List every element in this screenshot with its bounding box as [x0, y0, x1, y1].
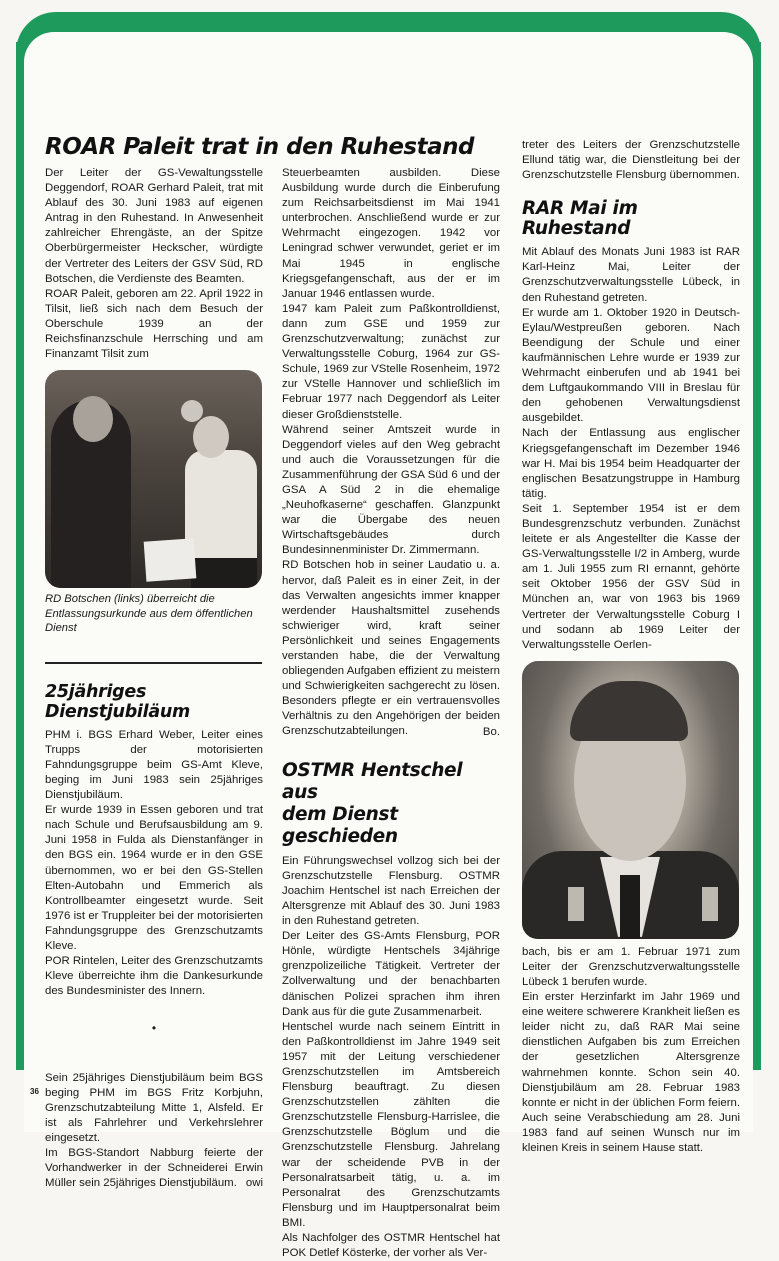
page-number: 36 — [30, 1087, 39, 1096]
paragraph: POR Rintelen, Leiter des Grenzschutzamts Kleve überreichte ihm die Dankesurkunde des Bundesminister des Innern. — [45, 955, 263, 998]
paragraph: Steuerbeamten ausbilden. Diese Ausbildung wurde durch die Einberufung zum Reichsarbeitsdienst im Mai 1941 unterbrochen. Anschließend wurde er zur Wehrmacht eingezogen. 1942 vor Leningrad schwer verwundet, geriet er im Mai 1945 in englische Kriegsgefangenschaft, aus der er im Januar 1946 entlassen wurde. — [282, 167, 500, 300]
hair — [570, 681, 688, 741]
paragraph: Mit Ablauf des Monats Juni 1983 ist RAR Karl-Heinz Mai, Leiter der Grenzschutzverwaltungsstelle Lübeck, in den Ruhestand getreten. — [522, 246, 740, 304]
paragraph: bach, bis er am 1. Februar 1971 zum Leiter der Grenzschutzverwaltungsstelle Lübeck 1 berufen wurde. — [522, 945, 740, 988]
paragraph: PHM i. BGS Erhard Weber, Leiter eines Trupps der motorisierten Fahndungsgruppe beim GS-Amt Kleve, beging im Juni 1983 sein 25jähriges Dienstjubiläum. — [45, 728, 263, 802]
green-right-border — [753, 42, 761, 1070]
article-title-jubilaeum — [45, 682, 263, 722]
photo-caption: RD Botschen (links) überreicht die Entlassungsurkunde aus dem öffentlichen Dienst — [45, 593, 253, 635]
section-divider — [45, 662, 262, 664]
title-line: OSTMR Hentschel aus — [282, 759, 463, 803]
paragraph: Als Nachfolger des OSTMR Hentschel hat POK Detlef Kösterke, der vorher als Ver- — [282, 1232, 500, 1260]
person-right-head — [193, 416, 229, 458]
signature-bo: Bo. — [482, 725, 500, 738]
paragraph: Der Leiter der GS-Vewaltungsstelle Deggendorf, ROAR Gerhard Paleit, trat mit Ablauf des 30. Juni 1983 auf eigenen Antrag in den Ruhestand. In Anwesenheit zahlreicher Ehrengäste, an der Spitze Oberbürgermeister Heckscher, würdigte der Vertreter des Leiters der GSV Süd, RD Botschen, die Verdienste des Beamten. — [45, 167, 263, 285]
paragraph-text: Im BGS-Standort Nabburg feierte der Vorhandwerker in der Schneiderei Erwin Müller sein 25jähriges Dienstjubiläum. — [45, 1146, 263, 1190]
person-right-trousers — [191, 558, 257, 588]
photo-handshake — [45, 370, 262, 588]
paragraph: Der Leiter des GS-Amts Flensburg, POR Hönle, würdigte Hentschels 34jährige grenzpolizeiliche Tätigkeit. Vertreter der Zollverwaltung und der benachbarten dänischen Polizei sprachen ihm ihren Dank aus für die gute Zusammenarbeit. — [282, 930, 500, 1018]
person-right-shirt — [185, 450, 257, 560]
paragraph: Er wurde 1939 in Essen geboren und trat nach Schule und Berufsausbildung am 9. Juni 1958 in Fulda als Dienstanfänger in den BGS ein. 1964 wurde er in den GSE übernommen, wo er bei den GS-Stellen Elten-Autobahn und Emmerich als Kontrollbeamter eingesetzt wurde. Seit 1976 ist er Truppleiter bei der motorisierten Fahndungsgruppe des Grenzschutzamts Kleve. — [45, 804, 263, 953]
person-left-head — [73, 396, 113, 442]
column-3 — [522, 138, 740, 1156]
paragraph: treter des Leiters der Grenzschutzstelle Ellund tätig war, die Dienstleitung bei der Grenzschutzstelle Flensburg übernommen. — [522, 139, 740, 182]
column-1 — [45, 166, 263, 1191]
photo-portrait-mai — [522, 661, 739, 939]
paragraph: ROAR Paleit, geboren am 22. April 1922 in Tilsit, ließ sich nach dem Besuch der Oberschule 1939 an der Reichsfinanzschule Herrsching und am Finanzamt Tilsit zum — [45, 287, 263, 361]
paragraph: Hentschel wurde nach seinem Eintritt in den Paßkontrolldienst im Jahre 1949 seit 1957 mit der Leitung verschiedener Grenzschutzstellen im Amtsbereich Flensburg beauftragt. Zu diesen Grenzschutzstellen zählten die Grenzschutzstelle Flensburg-Harrislee, die Grenzschutzstelle Böglum und die Grenzschutzstelle Flensburg. Jahrelang war der scheidende PVB in der Personalratsarbeit tätig, u. a. im Personalrat des Grenzschutzamts Flensburg und im Hauptpersonalrat beim BMI. — [282, 1020, 500, 1229]
paragraph: Ein erster Herzinfarkt im Jahr 1969 und eine weitere schwerere Krankheit ließen es leider nicht zu, daß RAR Mai seine dienstlichen Aufgaben bis zum Erreichen der gesetzlichen Altersgrenze wahrnehmen konnte. Schon sein 40. Dienstjubiläum am 28. Februar 1983 konnte er nicht in der üblichen Form feiern. Auch seine Verabschiedung am 28. Juni 1983 fand auf seinen Wunsch nur im kleinen Kreis in seinem Hause statt. — [522, 991, 740, 1155]
paragraph: Nach der Entlassung aus englischer Kriegsgefangenschaft im Dezember 1946 war H. Mai bis 1954 beim Headquarter der englischen Besatzungstruppe in Hamburg tätig. — [522, 427, 740, 500]
paragraph — [45, 1146, 263, 1191]
signature-owi: owi — [245, 1177, 263, 1190]
article-title-hentschel — [282, 760, 500, 848]
paragraph: 1947 kam Paleit zum Paßkontrolldienst, dann zum GSE und 1959 zur Grenzschutzverwaltung; zunächst zur Verwaltungsstelle Coburg, 1964 zur GS-Schule, 1969 zur VStelle Rosenheim, 1972 zur VStelle Hannover und schließlich im Februar 1977 nach Deggendorf als Leiter dieser Großdienststelle. — [282, 302, 500, 421]
title-line: Dienstjubiläum — [45, 701, 190, 722]
green-left-border — [16, 42, 24, 1070]
paragraph: Ein Führungswechsel vollzog sich bei der Grenzschutzstelle Flensburg. OSTMR Joachim Hentschel ist nach Erreichen der Altersgrenze mit Ablauf des 30. Juni 1983 in den Ruhestand getreten. — [282, 854, 500, 928]
collar-patch-right — [702, 887, 718, 921]
title-line: dem Dienst geschieden — [282, 803, 398, 847]
paragraph: Er wurde am 1. Oktober 1920 in Deutsch-Eylau/Westpreußen geboren. Nach Beendigung der Schule und einer kaufmännischen Lehre wurde er 1939 zur Wehrmacht einberufen und ab 1941 bei dem Luftgaukommando VIII in Breslau für den gehobenen Verwaltungsdienst ausgebildet. — [522, 306, 740, 425]
collar-patch-left — [568, 887, 584, 921]
paragraph: Während seiner Amtszeit wurde in Deggendorf vieles auf den Weg gebracht und auch die Voraussetzungen für die Zusammenführung der GSA Süd 6 und der GSA A Süd 2 in die ehemalige „Neuhofkaserne“ geschaffen. Glanzpunkt war die Übergabe des neuen Wirtschaftsgebäudes durch Bundesinnenminister Dr. Zimmermann. — [282, 423, 500, 557]
article-title-mai: RAR Mai im Ruhestand — [522, 198, 638, 240]
article-title-paleit: ROAR Paleit trat in den Ruhestand — [45, 134, 474, 160]
title-line: 25jähriges — [45, 681, 147, 702]
column-2 — [282, 166, 500, 1261]
necktie — [620, 875, 640, 939]
paragraph: Sein 25jähriges Dienstjubiläum beim BGS beging PHM im BGS Fritz Korbjuhn, Grenzschutzabteilung Mitte 1, Alsfeld. Er ist als Fahrlehrer und Verkehrslehrer eingesetzt. — [45, 1071, 263, 1144]
paragraph: Seit 1. September 1954 ist er dem Bundesgrenzschutz verbunden. Zunächst leitete er als Angestellter die Kasse der GS-Verwaltungsstelle I/2 in Amberg, wurde am 1. Juli 1955 zum RI ernannt, gehörte seit Oktober 1956 der GSV Süd in München an, war von 1963 bis 1969 Vertreter der Verwaltungsstelle Coburg I und sodann ab 1969 Leiter der Verwaltungsstelle Oerlen- — [522, 502, 740, 651]
paragraph: RD Botschen hob in seiner Laudatio u. a. hervor, daß Paleit es in einer Zeit, in der das Verwalten angesichts immer knapper werdender Haushaltsmittel zusehends schwieriger wird, kraft seiner Persönlichkeit und seines Engagements verstanden habe, die der Verwaltung obliegenden Aufgaben effizient zu meistern und Schwierigkeiten sachgerecht zu lösen. Besonders pflegte er ein vertrauensvolles Verhältnis zu den Angehörigen der beiden Grenzschutzabteilungen. — [282, 559, 500, 738]
separator-dot: • — [151, 1021, 157, 1036]
document-paper — [144, 539, 197, 582]
